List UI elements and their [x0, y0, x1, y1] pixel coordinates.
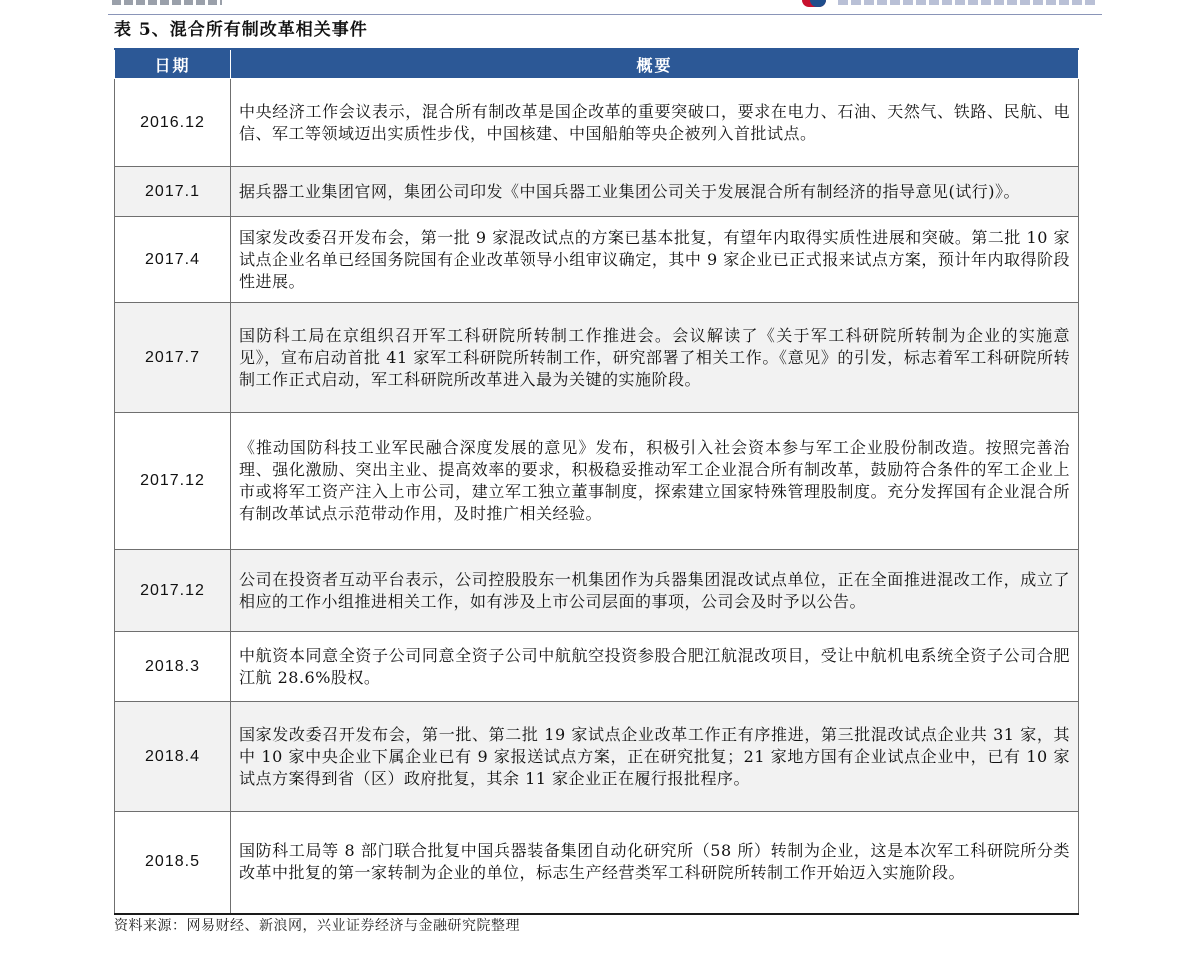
row-summary: 国防科工局在京组织召开军工科研院所转制工作推进会。会议解读了《关于军工科研院所转制为企业的实施意见》，宣布启动首批 41 家军工科研院所转制工作，研究部署了相关工作。《意见》的引发，标志着军工科研院所转制工作正式启动，军工科研院所改革进入最为关键的实施阶段。: [231, 303, 1079, 413]
company-logo-icon: [802, 0, 826, 7]
row-summary: 中央经济工作会议表示，混合所有制改革是国企改革的重要突破口，要求在电力、石油、天然气、铁路、民航、电信、军工等领域迈出实质性步伐，中国核建、中国船舶等央企被列入首批试点。: [231, 79, 1079, 167]
column-header-date: 日期: [115, 49, 231, 79]
source-note: 资料来源：网易财经、新浪网，兴业证券经济与金融研究院整理: [114, 918, 520, 934]
events-table: [114, 48, 1079, 915]
row-date: 2017.12: [115, 550, 231, 632]
table-title: 表 5、混合所有制改革相关事件: [114, 20, 368, 40]
row-summary: 国家发改委召开发布会，第一批 9 家混改试点的方案已基本批复，有望年内取得实质性进展和突破。第二批 10 家试点企业名单已经国务院国有企业改革领导小组审议确定，其中 9 家企业已正式报来试点方案，预计年内取得阶段性进展。: [231, 217, 1079, 303]
row-date: 2017.12: [115, 413, 231, 550]
column-header-summary: 概要: [231, 49, 1079, 79]
row-summary: 据兵器工业集团官网，集团公司印发《中国兵器工业集团公司关于发展混合所有制经济的指导意见(试行)》。: [231, 167, 1079, 217]
table-row: [115, 413, 1079, 550]
table-row: [115, 702, 1079, 812]
row-date: 2016.12: [115, 79, 231, 167]
table-row: [115, 303, 1079, 413]
row-date: 2018.5: [115, 812, 231, 914]
header-logo-text-left: [112, 0, 222, 5]
row-summary: 《推动国防科技工业军民融合深度发展的意见》发布，积极引入社会资本参与军工企业股份制改造。按照完善治理、强化激励、突出主业、提高效率的要求，积极稳妥推动军工企业混合所有制改革，鼓励符合条件的军工企业上市或将军工资产注入上市公司，建立军工独立董事制度，探索建立国家特殊管理股制度。充分发挥国有企业混合所有制改革试点示范带动作用，及时推广相关经验。: [231, 413, 1079, 550]
row-summary: 中航资本同意全资子公司同意全资子公司中航航空投资参股合肥江航混改项目，受让中航机电系统全资子公司合肥江航 28.6%股权。: [231, 632, 1079, 702]
row-date: 2018.4: [115, 702, 231, 812]
table-row: [115, 632, 1079, 702]
table-row: [115, 167, 1079, 217]
row-summary: 国家发改委召开发布会，第一批、第二批 19 家试点企业改革工作正有序推进，第三批混改试点企业共 31 家，其中 10 家中央企业下属企业已有 9 家报送试点方案，正在研究批复；21 家地方国有企业试点企业中，已有 10 家试点方案得到省（区）政府批复，其余 11 家企业正在履行报批程序。: [231, 702, 1079, 812]
table-row: [115, 550, 1079, 632]
table-row: [115, 812, 1079, 914]
row-date: 2018.3: [115, 632, 231, 702]
row-date: 2017.4: [115, 217, 231, 303]
header-logo-text-right: [838, 0, 1096, 5]
table-header-row: [115, 49, 1079, 79]
row-summary: 公司在投资者互动平台表示，公司控股股东一机集团作为兵器集团混改试点单位，正在全面推进混改工作，成立了相应的工作小组推进相关工作，如有涉及上市公司层面的事项，公司会及时予以公告。: [231, 550, 1079, 632]
header-rule: [108, 14, 1102, 15]
row-date: 2017.1: [115, 167, 231, 217]
table-row: [115, 79, 1079, 167]
row-summary: 国防科工局等 8 部门联合批复中国兵器装备集团自动化研究所（58 所）转制为企业，这是本次军工科研院所分类改革中批复的第一家转制为企业的单位，标志生产经营类军工科研院所转制工作开始迈入实施阶段。: [231, 812, 1079, 914]
row-date: 2017.7: [115, 303, 231, 413]
table-row: [115, 217, 1079, 303]
